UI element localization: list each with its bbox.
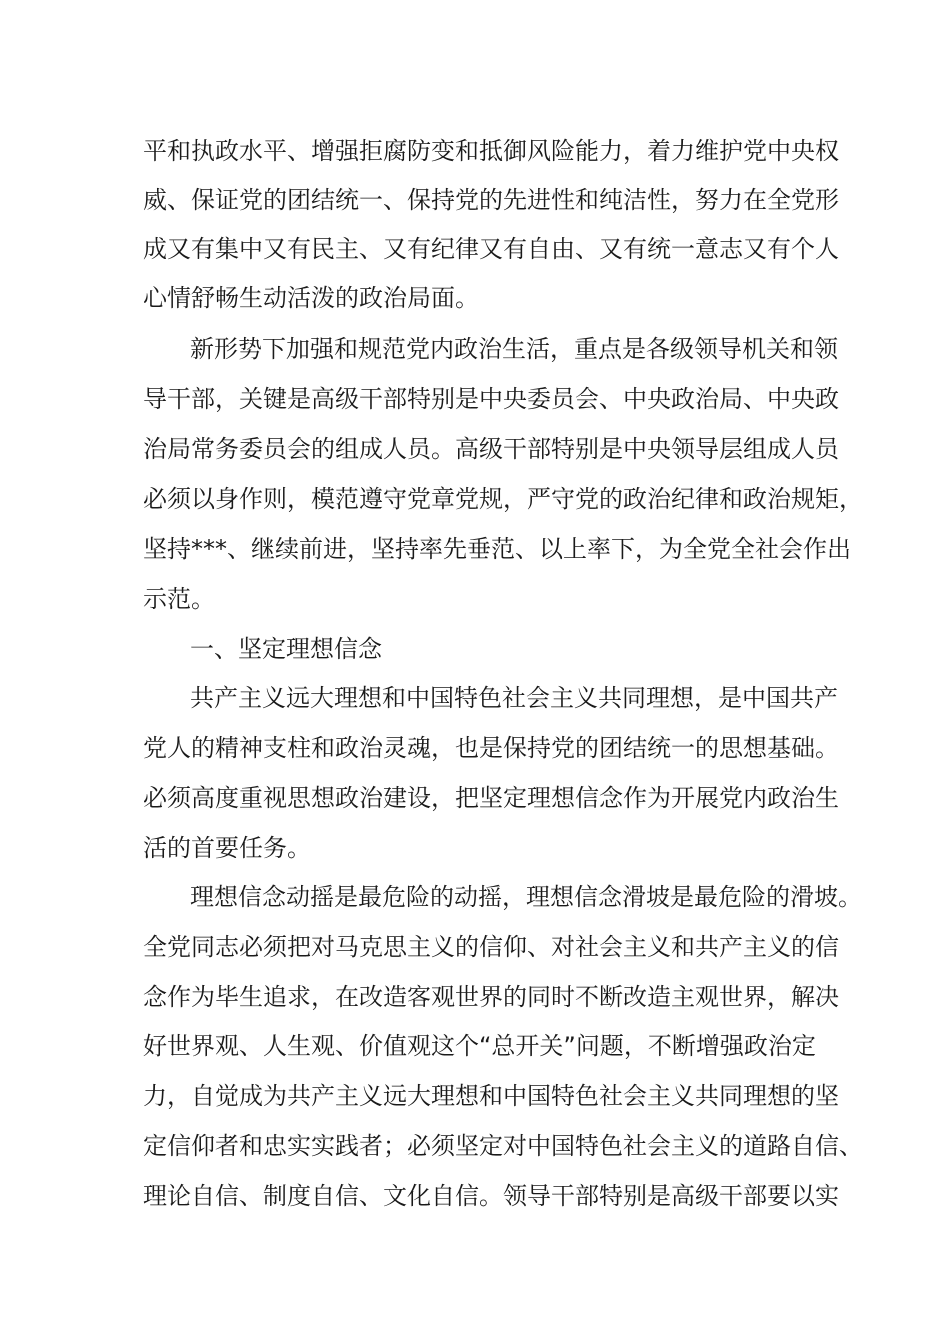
text-line: 理论自信、制度自信、文化自信。领导干部特别是高级干部要以实 xyxy=(143,1182,839,1210)
text-line: 成又有集中又有民主、又有纪律又有自由、又有统一意志又有个人 xyxy=(143,235,839,263)
paragraph-start-line: 理想信念动摇是最危险的动摇，理想信念滑坡是最危险的滑坡。 xyxy=(190,883,862,911)
text-line: 党人的精神支柱和政治灵魂，也是保持党的团结统一的思想基础。 xyxy=(143,734,839,762)
text-line: 坚持***、继续前进，坚持率先垂范、以上率下，为全党全社会作出 xyxy=(143,535,851,563)
text-line: 全党同志必须把对马克思主义的信仰、对社会主义和共产主义的信 xyxy=(143,933,839,961)
text-line: 导干部，关键是高级干部特别是中央委员会、中央政治局、中央政 xyxy=(143,385,839,413)
text-line: 心情舒畅生动活泼的政治局面。 xyxy=(143,284,479,312)
text-line: 力，自觉成为共产主义远大理想和中国特色社会主义共同理想的坚 xyxy=(143,1082,839,1110)
text-line: 治局常务委员会的组成人员。高级干部特别是中央领导层组成人员 xyxy=(143,435,839,463)
text-line: 示范。 xyxy=(143,585,215,613)
text-line: 好世界观、人生观、价值观这个“总开关”问题，不断增强政治定 xyxy=(143,1032,816,1060)
text-line: 必须以身作则，模范遵守党章党规，严守党的政治纪律和政治规矩， xyxy=(143,485,863,513)
text-line: 定信仰者和忠实实践者；必须坚定对中国特色社会主义的道路自信、 xyxy=(143,1132,863,1160)
text-line: 威、保证党的团结统一、保持党的先进性和纯洁性，努力在全党形 xyxy=(143,186,839,214)
text-line: 念作为毕生追求，在改造客观世界的同时不断改造主观世界，解决 xyxy=(143,983,839,1011)
paragraph-start-line: 共产主义远大理想和中国特色社会主义共同理想，是中国共产 xyxy=(190,684,838,712)
text-line: 平和执政水平、增强拒腐防变和抵御风险能力，着力维护党中央权 xyxy=(143,137,839,165)
text-line: 必须高度重视思想政治建设，把坚定理想信念作为开展党内政治生 xyxy=(143,784,839,812)
section-heading: 一、坚定理想信念 xyxy=(190,635,382,663)
paragraph-start-line: 新形势下加强和规范党内政治生活，重点是各级领导机关和领 xyxy=(190,335,838,363)
text-line: 活的首要任务。 xyxy=(143,834,311,862)
